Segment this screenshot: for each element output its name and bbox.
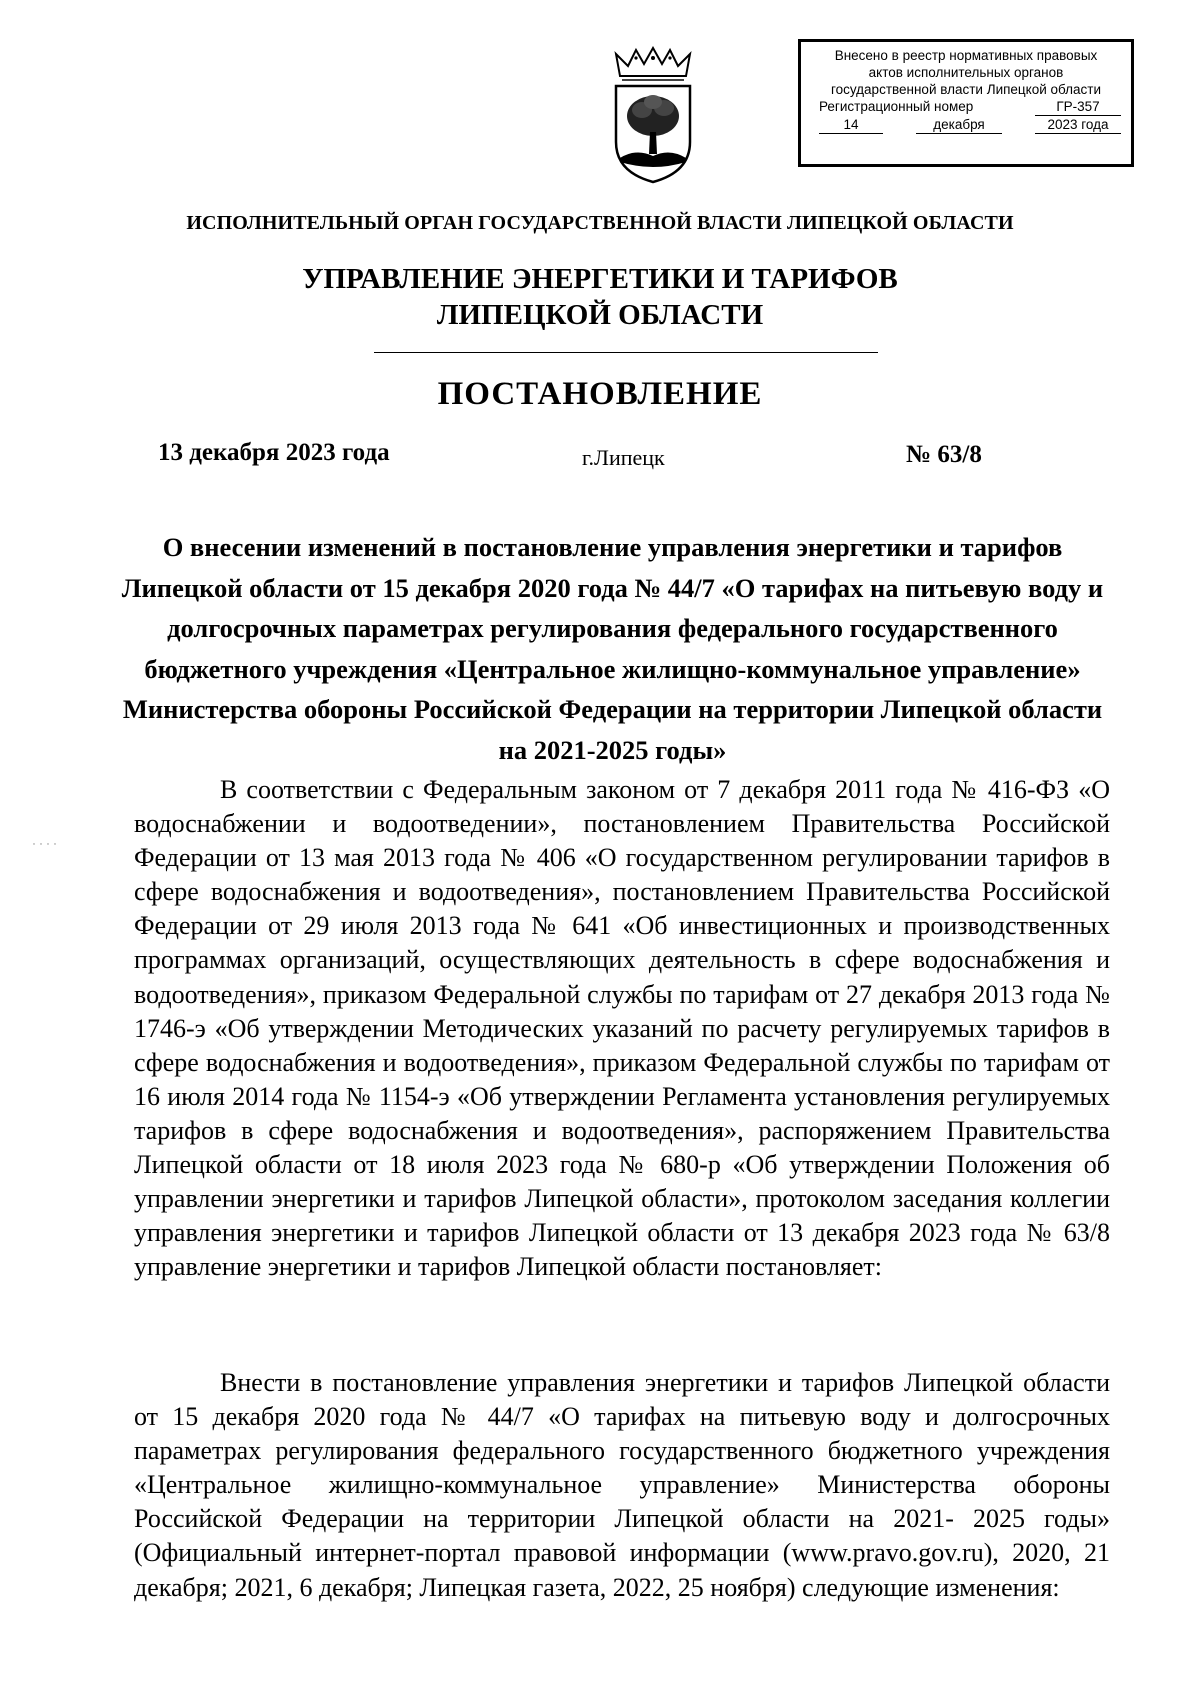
document-number: № 63/8 — [906, 441, 982, 468]
stamp-year: 2023 года — [1035, 116, 1121, 134]
coat-of-arms-icon — [606, 46, 701, 186]
stamp-registration-row — [801, 98, 1131, 116]
scan-specks — [32, 842, 58, 846]
amendment-paragraph: Внести в постановление управления энергетики и тарифов Липецкой области от 15 декабря 2020 года № 44/7 «О тарифах на питьевую воду и долгосрочных параметрах регулирования федерального государственного бюджетного учреждения «Центральное жилищно-коммунальное управление» Министерства обороны Российской Федерации на территории Липецкой области на 2021- 2025 годы» (Официальный интернет-портал правовой информации (www.pravo.gov.ru), 2020, 21 декабря; 2021, 6 декабря; Липецкая газета, 2022, 25 ноября) следующие изменения: — [134, 1368, 1110, 1602]
authority-heading: ИСПОЛНИТЕЛЬНЫЙ ОРГАН ГОСУДАРСТВЕННОЙ ВЛАСТИ ЛИПЕЦКОЙ ОБЛАСТИ — [186, 212, 1014, 234]
stamp-date-row — [801, 116, 1131, 134]
preamble-paragraph: В соответствии с Федеральным законом от 7 декабря 2011 года № 416-ФЗ «О водоснабжении и водоотведении», постановлением Правительства Российской Федерации от 13 мая 2013 года № 406 «О государственном регулировании тарифов в сфере водоснабжения и водоотведения», постановлением Правительства Российской Федерации от 29 июля 2013 года № 641 «Об инвестиционных и производственных программах организаций, осуществляющих деятельность в сфере водоснабжения и водоотведения», приказом Федеральной службы по тарифам от 27 декабря 2013 года № 1746-э «Об утверждении Методических указаний по расчету регулируемых тарифов в сфере водоснабжения и водоотведения», приказом Федеральной службы по тарифам от 16 июля 2014 года № 1154-э «Об утверждении Регламента установления регулируемых тарифов в сфере водоснабжения и водоотведения», распоряжением Правительства Липецкой области от 18 июля 2023 года № 680-р «Об утверждении Положения об управлении энергетики и тарифов Липецкой области», протоколом заседания коллегии управления энергетики и тарифов Липецкой области от 13 декабря 2023 года № 63/8 управление энергетики и тарифов Липецкой области постановляет: — [134, 775, 1110, 1282]
department-line-1: УПРАВЛЕНИЕ ЭНЕРГЕТИКИ И ТАРИФОВ — [302, 263, 898, 295]
document-title: О внесении изменений в постановление управления энергетики и тарифов Липецкой области от 15 декабря 2020 года № 44/7 «О тарифах на питьевую воду и долгосрочных параметрах регулирования федерального государственного бюджетного учреждения «Центральное жилищно-коммунальное управление» Министерства обороны Российской Федерации на территории Липецкой области на 2021-2025 годы» — [121, 532, 1104, 765]
stamp-day: 14 — [819, 116, 883, 134]
stamp-line-2: актов исполнительных органов — [868, 65, 1064, 80]
stamp-registration-number: ГР-357 — [1035, 98, 1121, 116]
document-city: г.Липецк — [582, 445, 665, 470]
department-heading — [0, 261, 1200, 333]
document-date: 13 декабря 2023 года — [158, 439, 390, 466]
registry-stamp — [798, 39, 1134, 167]
stamp-registration-label: Регистрационный номер — [819, 99, 974, 114]
stamp-line-1: Внесено в реестр нормативных правовых — [834, 48, 1098, 63]
document-type: ПОСТАНОВЛЕНИЕ — [437, 376, 763, 412]
department-line-2: ЛИПЕЦКОЙ ОБЛАСТИ — [436, 299, 764, 331]
heading-divider — [374, 352, 878, 353]
stamp-line-3: государственной власти Липецкой области — [830, 82, 1102, 97]
stamp-month: декабря — [916, 116, 1002, 134]
